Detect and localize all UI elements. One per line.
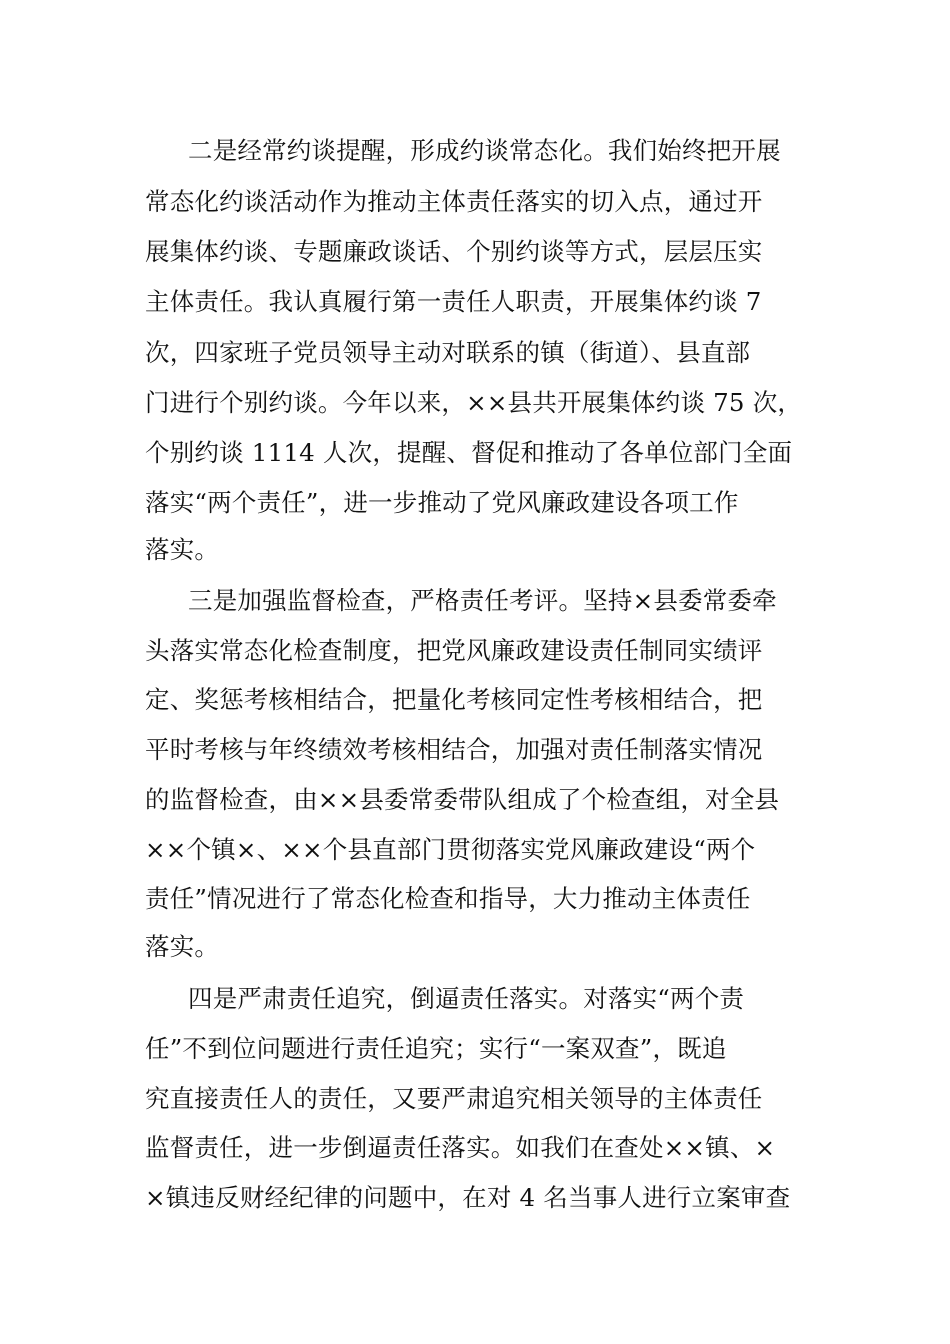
paragraph-1-line-3: 展集体约谈、专题廉政谈话、个别约谈等方式，层层压实 bbox=[145, 237, 763, 266]
paragraph-2-line-4: 平时考核与年终绩效考核相结合，加强对责任制落实情况 bbox=[145, 735, 763, 764]
paragraph-2-line-2: 头落实常态化检查制度，把党风廉政建设责任制同实绩评 bbox=[145, 636, 763, 665]
paragraph-2-line-6: ××个镇×、××个县直部门贯彻落实党风廉政建设“两个 bbox=[145, 835, 756, 864]
paragraph-1-line-5: 次，四家班子党员领导主动对联系的镇（街道）、县直部 bbox=[145, 338, 751, 367]
paragraph-1-line-7: 个别约谈 1114 人次，提醒、督促和推动了各单位部门全面 bbox=[145, 438, 793, 467]
paragraph-3-line-2: 任”不到位问题进行责任追究；实行“一案双查”，既追 bbox=[145, 1034, 727, 1063]
paragraph-3-line-5: ×镇违反财经纪律的问题中，在对 4 名当事人进行立案审查 bbox=[145, 1183, 791, 1212]
paragraph-2-line-8: 落实。 bbox=[145, 932, 220, 961]
paragraph-2-line-3: 定、奖惩考核相结合，把量化考核同定性考核相结合，把 bbox=[145, 685, 763, 714]
paragraph-1-line-2: 常态化约谈活动作为推动主体责任落实的切入点，通过开 bbox=[145, 187, 763, 216]
paragraph-1-line-1: 二是经常约谈提醒，形成约谈常态化。我们始终把开展 bbox=[188, 136, 781, 165]
paragraph-3-line-3: 究直接责任人的责任，又要严肃追究相关领导的主体责任 bbox=[145, 1084, 763, 1113]
paragraph-1-line-8: 落实“两个责任”，进一步推动了党风廉政建设各项工作 bbox=[145, 488, 739, 517]
paragraph-2-line-5: 的监督检查，由××县委常委带队组成了个检查组，对全县 bbox=[145, 785, 780, 814]
paragraph-1-line-6: 门进行个别约谈。今年以来，××县共开展集体约谈 75 次， bbox=[145, 388, 803, 417]
paragraph-3-line-1: 四是严肃责任追究，倒逼责任落实。对落实“两个责 bbox=[188, 984, 745, 1013]
paragraph-2-line-7: 责任”情况进行了常态化检查和指导，大力推动主体责任 bbox=[145, 884, 751, 913]
paragraph-1-line-4: 主体责任。我认真履行第一责任人职责，开展集体约谈 7 bbox=[145, 287, 762, 316]
paragraph-3-line-4: 监督责任，进一步倒逼责任落实。如我们在查处××镇、× bbox=[145, 1133, 776, 1162]
paragraph-2-line-1: 三是加强监督检查，严格责任考评。坚持×县委常委牵 bbox=[188, 586, 777, 615]
paragraph-1-line-9: 落实。 bbox=[145, 535, 220, 564]
